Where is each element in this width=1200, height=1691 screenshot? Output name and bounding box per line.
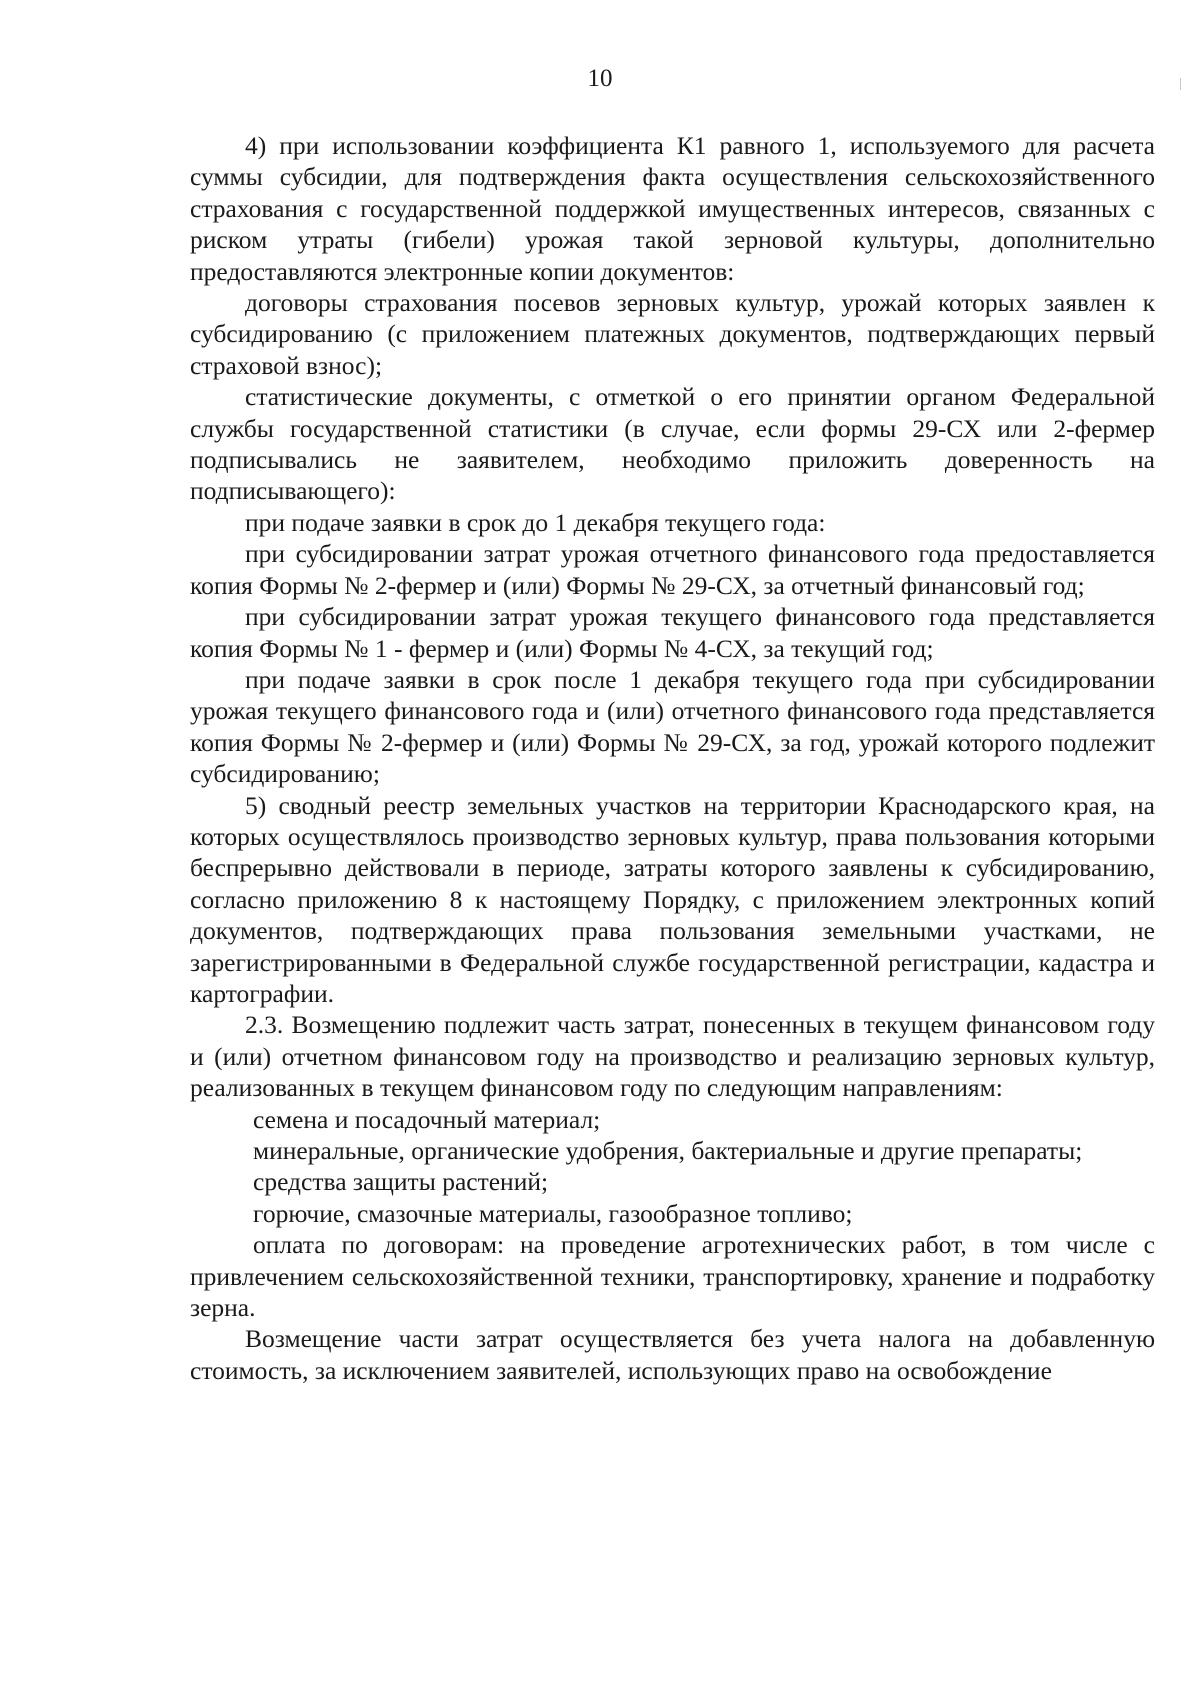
direction-item: минеральные, органические удобрения, бактериальные и другие препараты; — [253, 1136, 1083, 1165]
paragraph-section-2-3: 2.3. Возмещению подлежит часть затрат, понесенных в текущем финансовом году и (или) отчетном финансовом году на производство и реализацию зерновых культур, реализованных в текущем финансовом году по следующим направлениям: — [190, 1010, 1155, 1103]
paragraph-statistical-documents: статистические документы, с отметкой о его принятии органом Федеральной службы государственной статистики (в случае, если формы 29-СХ или 2-фермер подписывались не заявителем, необходимо приложить доверенность на подписывающего): — [190, 382, 1155, 506]
paragraph-reporting-year-costs: при субсидировании затрат урожая отчетного финансового года предоставляется копия Формы № 2-фермер и (или) Формы № 29-СХ, за отчетный финансовый год; — [190, 539, 1155, 600]
paragraph-insurance-contracts: договоры страхования посевов зерновых культур, урожай которых заявлен к субсидированию (с приложением платежных документов, подтверждающих первый страховой взнос); — [190, 288, 1155, 380]
paragraph-current-year-costs: при субсидировании затрат урожая текущего финансового года представляется копия Формы № 1 - фермер и (или) Формы № 4-СХ, за текущий год; — [190, 602, 1155, 663]
paragraph-vat-note: Возмещение части затрат осуществляется без учета налога на добавленную стоимость, за исключением заявителей, использующих право на освобождение — [190, 1324, 1155, 1385]
paragraph-before-december: при подаче заявки в срок до 1 декабря текущего года: — [245, 507, 826, 537]
paragraph-item-4: 4) при использовании коэффициента К1 равного 1, используемого для расчета суммы субсидии, для подтверждения факта осуществления сельскохозяйственного страхования с государственной поддержкой имущественных интересов, связанных с риском утраты (гибели) урожая такой зерновой культуры, дополнительно предоставляются электронные копии документов: — [190, 131, 1155, 286]
document-body — [190, 130, 1155, 1386]
direction-item: средства защиты растений; — [253, 1167, 549, 1197]
paragraph-item-5: 5) сводный реестр земельных участков на территории Краснодарского края, на которых осуществлялось производство зерновых культур, права пользования которыми беспрерывно действовали в периоде, затраты которого заявлены к субсидированию, согласно приложению 8 к настоящему Порядку, с приложением электронных копий документов, подтверждающих права пользования земельными участками, не зарегистрированными в Федеральной службе государственной регистрации, кадастра и картографии. — [190, 790, 1155, 1008]
direction-item: семена и посадочный материал; — [253, 1104, 601, 1134]
direction-item: оплата по договорам: на проведение агротехнических работ, в том числе с привлечением сельскохозяйственной техники, транспортировку, хранение и подработку зерна. — [190, 1230, 1155, 1323]
page-number: 10 — [587, 65, 613, 92]
scan-mark — [1180, 78, 1181, 90]
paragraph-after-december: при подаче заявки в срок после 1 декабря текущего года при субсидировании урожая текущего финансового года и (или) отчетного финансового года представляется копия Формы № 2-фермер и (или) Формы № 29-СХ, за год, урожай которого подлежит субсидированию; — [190, 664, 1155, 789]
direction-item: горючие, смазочные материалы, газообразное топливо; — [253, 1198, 853, 1228]
